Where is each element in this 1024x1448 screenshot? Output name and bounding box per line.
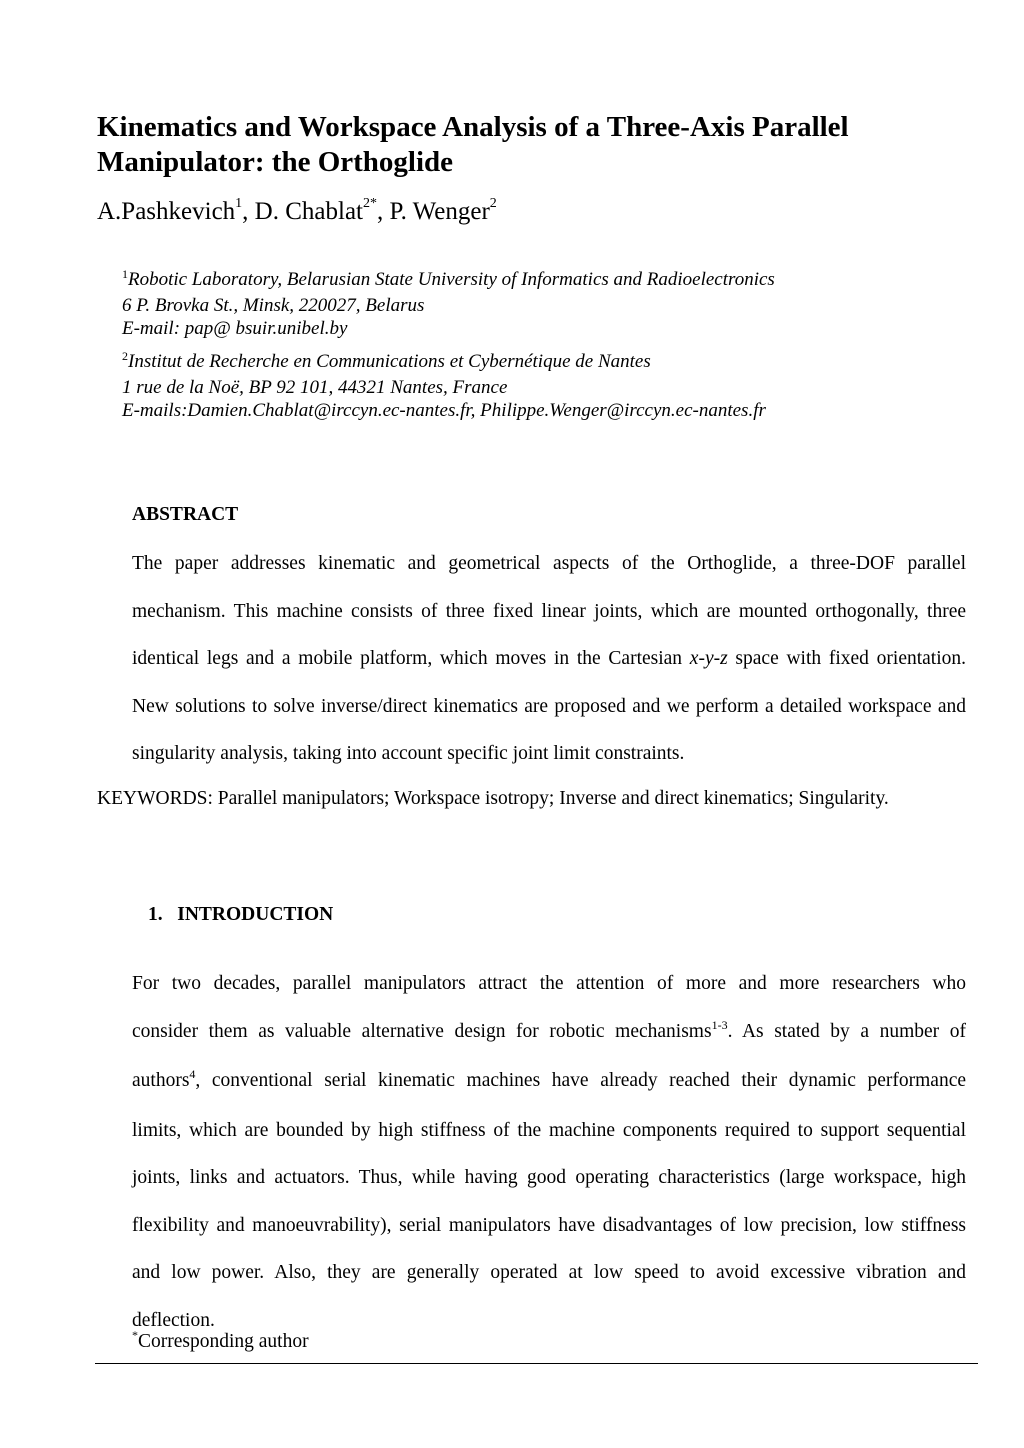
footnote xyxy=(132,1330,309,1355)
author-name: A.Pashkevich xyxy=(97,198,236,225)
introduction-paragraph xyxy=(97,960,966,1344)
author-affiliation-mark: 2 xyxy=(489,196,497,211)
abstract-line: mechanism. This machine consists of three fixed linear joints, which are mounted orthogonally, three xyxy=(132,600,966,622)
footnote-rule xyxy=(95,1363,978,1364)
intro-line: consider them as valuable alternative design for robotic mechanisms$^{1-3}$. As stated by a number of xyxy=(132,1017,966,1042)
intro-line: authors$^4$, conventional serial kinematic machines have already reached their dynamic performance xyxy=(132,1067,966,1091)
intro-line: limits, which are bounded by high stiffness of the machine components required to support sequential xyxy=(132,1119,966,1141)
xyz-italic: x-y-z xyxy=(689,648,728,669)
affiliation-mark: 2 xyxy=(122,349,128,363)
affiliation-line: 1 rue de la Noë, BP 92 101, 44321 Nantes, France xyxy=(122,376,508,398)
paper-title: Kinematics and Workspace Analysis of a Three-Axis Parallel Manipulator: the Orthoglide xyxy=(97,111,849,178)
section-title: INTRODUCTION xyxy=(177,904,334,925)
affiliation-line: 6 P. Brovka St., Minsk, 220027, Belarus xyxy=(122,294,425,316)
introduction-heading xyxy=(148,904,333,926)
intro-line: For two decades, parallel manipulators attract the attention of more and more researchers who xyxy=(132,973,966,994)
abstract-heading: ABSTRACT xyxy=(132,504,239,525)
abstract-line: New solutions to solve inverse/direct kinematics are proposed and we perform a detailed workspace and xyxy=(132,695,966,717)
author-name: D. Chablat xyxy=(254,198,363,225)
affiliation-line: $^2$Institut de Recherche en Communications et Cybernétique de Nantes xyxy=(122,349,651,372)
abstract-line: singularity analysis, taking into account specific joint limit constraints. xyxy=(132,743,685,764)
intro-line: deflection. xyxy=(132,1309,215,1331)
intro-line: joints, links and actuators. Thus, while having good operating characteristics (large workspace, high xyxy=(132,1167,966,1188)
intro-line: flexibility and manoeuvrability), serial manipulators have disadvantages of low precision, low stiffness xyxy=(132,1214,966,1236)
affiliation-mark: 1 xyxy=(122,267,128,281)
affiliation-2 xyxy=(122,350,766,423)
keywords: KEYWORDS: Parallel manipulators; Workspace isotropy; Inverse and direct kinematics; Singularity. xyxy=(97,788,889,809)
section-number: 1. xyxy=(148,904,163,925)
affiliation-email: E-mails:Damien.Chablat@irccyn.ec-nantes.fr, Philippe.Wenger@irccyn.ec-nantes.fr xyxy=(122,400,766,421)
abstract-paragraph xyxy=(97,540,966,778)
abstract-line: The paper addresses kinematic and geometrical aspects of the Orthoglide, a three-DOF parallel xyxy=(132,553,966,574)
author-affiliation-mark: 2* xyxy=(363,196,377,211)
author-name: P. Wenger xyxy=(389,198,490,225)
author-affiliation-mark: 1 xyxy=(235,196,243,211)
citation: 1-3 xyxy=(711,1017,728,1032)
footnote-text: Corresponding author xyxy=(138,1331,309,1352)
abstract-line: identical legs and a mobile platform, which moves in the Cartesian x-y-z space with fixed orientation. xyxy=(132,648,967,669)
affiliation-email: E-mail: pap@ bsuir.unibel.by xyxy=(122,318,348,339)
affiliation-line: $^1$Robotic Laboratory, Belarusian State University of Informatics and Radioelectronics xyxy=(122,267,775,290)
citation: 4 xyxy=(189,1067,196,1081)
footnote-mark: * xyxy=(132,1328,138,1342)
author-separator: , xyxy=(377,198,390,225)
intro-line: and low power. Also, they are generally operated at low speed to avoid excessive vibration and xyxy=(132,1262,966,1283)
affiliation-1 xyxy=(122,268,775,341)
author-separator: , xyxy=(242,198,255,225)
author-list xyxy=(97,194,497,234)
